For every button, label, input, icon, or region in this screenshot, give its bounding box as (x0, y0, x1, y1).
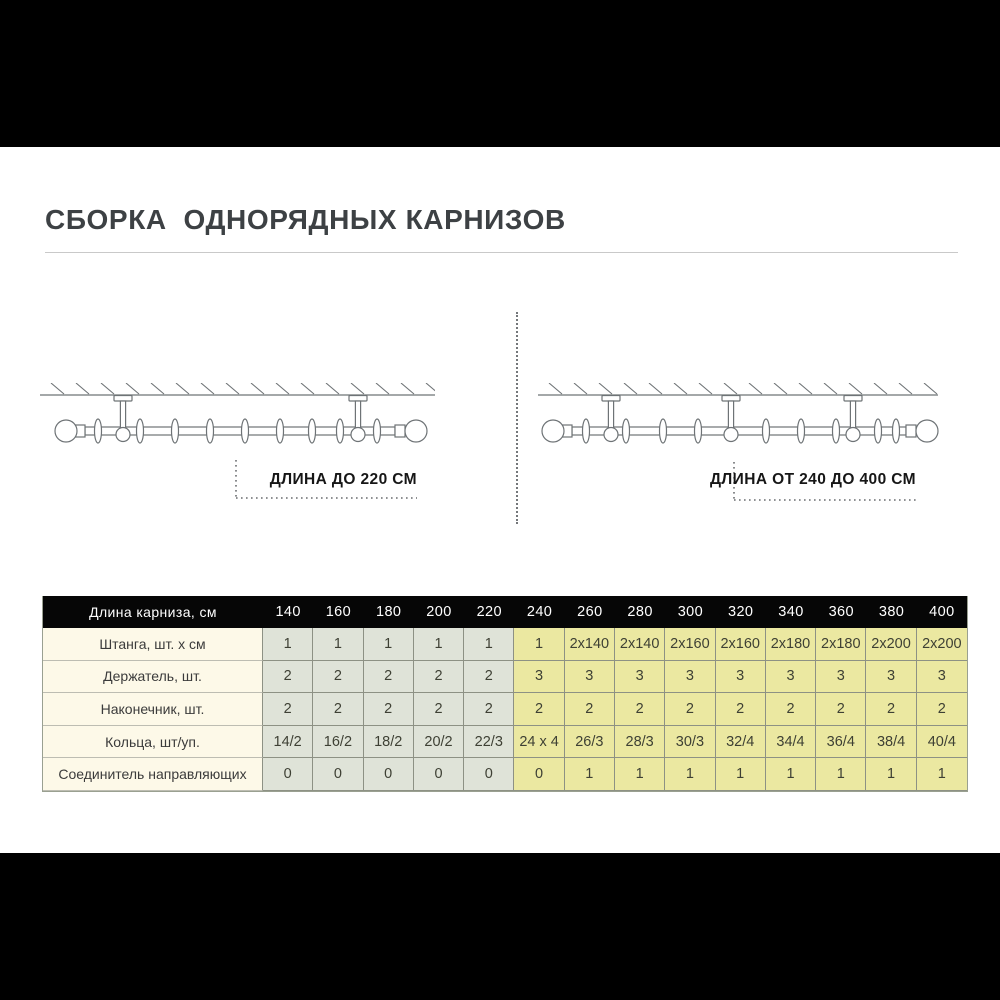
table-cell: 2x200 (866, 628, 916, 661)
table-col-header: 360 (816, 596, 866, 628)
table-cell: 0 (313, 758, 363, 791)
table-cell: 0 (414, 758, 464, 791)
table-cell: 2x180 (766, 628, 816, 661)
table-cell: 0 (263, 758, 313, 791)
table-cell: 1 (816, 758, 866, 791)
table-cell: 3 (816, 661, 866, 694)
diagram-left-caption: ДЛИНА ДО 220 СМ (269, 471, 417, 488)
table-cell: 3 (514, 661, 564, 694)
table-cell: 2 (866, 693, 916, 726)
table-cell: 2 (816, 693, 866, 726)
table-cell: 36/4 (816, 726, 866, 759)
table-cell: 2 (364, 693, 414, 726)
table-cell: 38/4 (866, 726, 916, 759)
table-cell: 3 (766, 661, 816, 694)
table-cell: 3 (917, 661, 967, 694)
table-cell: 2x140 (565, 628, 615, 661)
table-cell: 1 (766, 758, 816, 791)
table-cell: 2 (565, 693, 615, 726)
table-cell: 3 (665, 661, 715, 694)
table-cell: 40/4 (917, 726, 967, 759)
table-col-header: 180 (364, 596, 414, 628)
table-row-label: Штанга, шт. х см (43, 628, 263, 661)
table-cell: 20/2 (414, 726, 464, 759)
table-row-label: Кольца, шт/уп. (43, 726, 263, 759)
table-cell: 2 (414, 693, 464, 726)
table-cell: 2 (766, 693, 816, 726)
bottom-black-bar (0, 853, 1000, 1000)
table-cell: 30/3 (665, 726, 715, 759)
table-cell: 2 (716, 693, 766, 726)
table-cell: 3 (716, 661, 766, 694)
table-cell: 14/2 (263, 726, 313, 759)
top-black-bar (0, 0, 1000, 147)
table-cell: 2 (917, 693, 967, 726)
table-col-header: 400 (917, 596, 967, 628)
table-cell: 2 (313, 693, 363, 726)
table-col-header: 260 (565, 596, 615, 628)
table-cell: 2x140 (615, 628, 665, 661)
table-cell: 2x180 (816, 628, 866, 661)
table-row-label: Держатель, шт. (43, 661, 263, 694)
table-cell: 1 (665, 758, 715, 791)
table-cell: 1 (464, 628, 514, 661)
table-cell: 1 (514, 628, 564, 661)
page-title: СБОРКА ОДНОРЯДНЫХ КАРНИЗОВ (45, 204, 566, 235)
parts-table (42, 596, 968, 792)
table-col-header: 320 (716, 596, 766, 628)
table-cell: 1 (565, 758, 615, 791)
table-cell: 2x160 (665, 628, 715, 661)
table-cell: 2 (313, 661, 363, 694)
table-cell: 24 x 4 (514, 726, 564, 759)
table-col-header: 280 (615, 596, 665, 628)
table-cell: 1 (414, 628, 464, 661)
table-col-header: 220 (464, 596, 514, 628)
table-cell: 2x200 (917, 628, 967, 661)
table-cell: 1 (917, 758, 967, 791)
table-col-header: 200 (414, 596, 464, 628)
table-cell: 0 (464, 758, 514, 791)
table-col-header: 340 (766, 596, 816, 628)
table-cell: 32/4 (716, 726, 766, 759)
table-cell: 28/3 (615, 726, 665, 759)
table-col-header: 380 (866, 596, 916, 628)
table-col-header: 140 (263, 596, 313, 628)
table-row-label: Наконечник, шт. (43, 693, 263, 726)
table-cell: 18/2 (364, 726, 414, 759)
title-divider (45, 252, 958, 253)
diagram-separator (516, 312, 518, 524)
table-cell: 1 (364, 628, 414, 661)
table-cell: 0 (364, 758, 414, 791)
table-cell: 2 (464, 661, 514, 694)
table-cell: 1 (866, 758, 916, 791)
table-cell: 2 (414, 661, 464, 694)
table-cell: 2 (364, 661, 414, 694)
table-corner-header: Длина карниза, см (43, 596, 263, 628)
table-cell: 1 (716, 758, 766, 791)
table-cell: 26/3 (565, 726, 615, 759)
table-cell: 2 (665, 693, 715, 726)
diagram-right-caption: ДЛИНА ОТ 240 ДО 400 СМ (709, 471, 916, 488)
table-cell: 2 (263, 693, 313, 726)
table-cell: 3 (615, 661, 665, 694)
table-cell: 34/4 (766, 726, 816, 759)
table-cell: 1 (263, 628, 313, 661)
table-cell: 3 (866, 661, 916, 694)
table-cell: 2 (263, 661, 313, 694)
table-cell: 2x160 (716, 628, 766, 661)
table-row-label: Соединитель направляющих (43, 758, 263, 791)
table-cell: 2 (514, 693, 564, 726)
rod (85, 427, 395, 435)
ceiling-hatching (40, 383, 435, 395)
table-cell: 1 (615, 758, 665, 791)
table-col-header: 240 (514, 596, 564, 628)
table-cell: 1 (313, 628, 363, 661)
ceiling-hatching (538, 383, 938, 395)
table-cell: 16/2 (313, 726, 363, 759)
table-col-header: 160 (313, 596, 363, 628)
table-cell: 22/3 (464, 726, 514, 759)
table-cell: 0 (514, 758, 564, 791)
table-cell: 2 (464, 693, 514, 726)
table-cell: 2 (615, 693, 665, 726)
table-col-header: 300 (665, 596, 715, 628)
table-cell: 3 (565, 661, 615, 694)
